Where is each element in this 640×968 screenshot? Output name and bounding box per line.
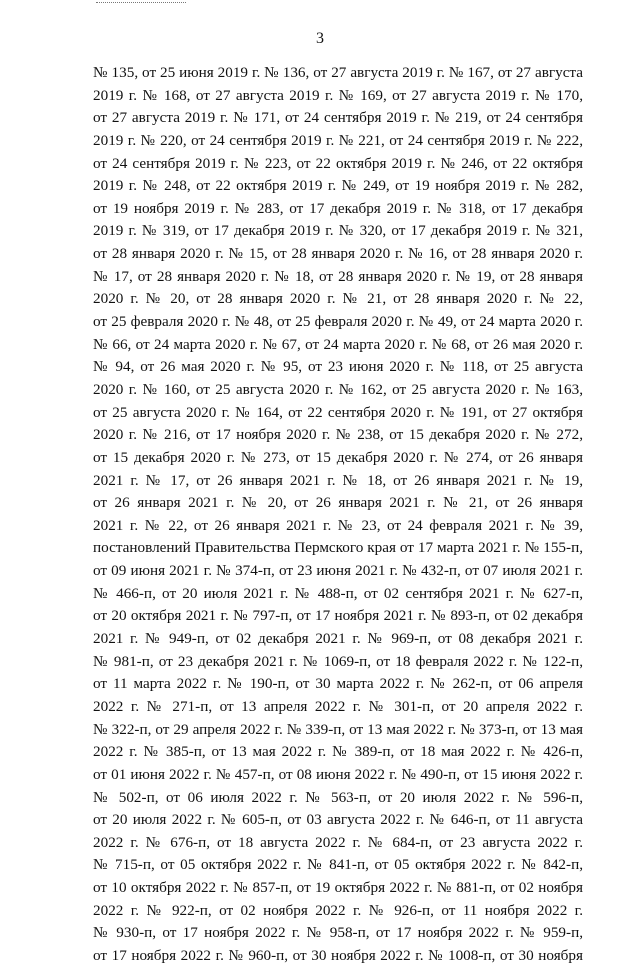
document-body-text	[93, 62, 583, 968]
text-line: от 20 октября 2021 г. № 797-п, от 17 ноября 2021 г. № 893-п, от 02 декабря	[93, 607, 583, 625]
text-line: от 11 марта 2022 г. № 190-п, от 30 марта 2022 г. № 262-п, от 06 апреля	[93, 675, 583, 693]
text-line: от 24 сентября 2019 г. № 223, от 22 октября 2019 г. № 246, от 22 октября	[93, 154, 583, 172]
text-line: 2019 г. № 168, от 27 августа 2019 г. № 169, от 27 августа 2019 г. № 170,	[93, 86, 583, 104]
text-line: № 930-п, от 17 ноября 2022 г. № 958-п, от 17 ноября 2022 г. № 959-п,	[93, 924, 583, 942]
text-line: № 502-п, от 06 июля 2022 г. № 563-п, от 20 июля 2022 г. № 596-п,	[93, 788, 583, 806]
text-line: от 20 июля 2022 г. № 605-п, от 03 августа 2022 г. № 646-п, от 11 августа	[93, 811, 583, 829]
text-line: от 19 ноября 2019 г. № 283, от 17 декабря 2019 г. № 318, от 17 декабря	[93, 199, 583, 217]
text-line: 2022 г. № 922-п, от 02 ноября 2022 г. № 926-п, от 11 ноября 2022 г.	[93, 901, 583, 919]
text-line: 2020 г. № 216, от 17 ноября 2020 г. № 238, от 15 декабря 2020 г. № 272,	[93, 426, 583, 444]
text-line: № 322-п, от 29 апреля 2022 г. № 339-п, от 13 мая 2022 г. № 373-п, от 13 мая	[93, 720, 583, 738]
text-line: от 26 января 2021 г. № 20, от 26 января 2021 г. № 21, от 26 января	[93, 494, 583, 512]
text-line: № 17, от 28 января 2020 г. № 18, от 28 января 2020 г. № 19, от 28 января	[93, 267, 583, 285]
text-line: 2021 г. № 22, от 26 января 2021 г. № 23, от 24 февраля 2021 г. № 39,	[93, 516, 583, 534]
text-line: № 466-п, от 20 июля 2021 г. № 488-п, от 02 сентября 2021 г. № 627-п,	[93, 584, 583, 602]
text-line: № 715-п, от 05 октября 2022 г. № 841-п, от 05 октября 2022 г. № 842-п,	[93, 856, 583, 874]
text-line: № 135, от 25 июня 2019 г. № 136, от 27 августа 2019 г. № 167, от 27 августа	[93, 64, 583, 81]
text-line: 2019 г. № 319, от 17 декабря 2019 г. № 320, от 17 декабря 2019 г. № 321,	[93, 222, 583, 240]
text-line: постановлений Правительства Пермского края от 17 марта 2021 г. № 155-п,	[93, 539, 583, 557]
text-line: от 27 августа 2019 г. № 171, от 24 сентября 2019 г. № 219, от 24 сентября	[93, 109, 583, 127]
text-line: от 15 декабря 2020 г. № 273, от 15 декабря 2020 г. № 274, от 26 января	[93, 448, 583, 466]
page-number: 3	[316, 30, 324, 47]
text-line: 2021 г. № 949-п, от 02 декабря 2021 г. № 969-п, от 08 декабря 2021 г.	[93, 630, 583, 648]
text-line: 2020 г. № 20, от 28 января 2020 г. № 21, от 28 января 2020 г. № 22,	[93, 290, 583, 308]
text-line: № 66, от 24 марта 2020 г. № 67, от 24 марта 2020 г. № 68, от 26 мая 2020 г.	[93, 335, 583, 353]
text-line: 2022 г. № 385-п, от 13 мая 2022 г. № 389-п, от 18 мая 2022 г. № 426-п,	[93, 743, 583, 761]
text-line: от 09 июня 2021 г. № 374-п, от 23 июня 2021 г. № 432-п, от 07 июля 2021 г.	[93, 562, 583, 580]
text-line: № 94, от 26 мая 2020 г. № 95, от 23 июня 2020 г. № 118, от 25 августа	[93, 358, 583, 376]
text-line: от 25 августа 2020 г. № 164, от 22 сентября 2020 г. № 191, от 27 октября	[93, 403, 583, 421]
text-line: 2019 г. № 220, от 24 сентября 2019 г. № 221, от 24 сентября 2019 г. № 222,	[93, 131, 583, 149]
text-line: 2022 г. № 676-п, от 18 августа 2022 г. № 684-п, от 23 августа 2022 г.	[93, 833, 583, 851]
text-line: 2022 г. № 271-п, от 13 апреля 2022 г. № 301-п, от 20 апреля 2022 г.	[93, 697, 583, 715]
text-line: от 01 июня 2022 г. № 457-п, от 08 июня 2022 г. № 490-п, от 15 июня 2022 г.	[93, 765, 583, 783]
scan-top-mark	[96, 0, 186, 3]
text-line: от 17 ноября 2022 г. № 960-п, от 30 ноября 2022 г. № 1008-п, от 30 ноября	[93, 946, 583, 964]
text-line: от 10 октября 2022 г. № 857-п, от 19 октября 2022 г. № 881-п, от 02 ноября	[93, 879, 583, 897]
text-line: 2021 г. № 17, от 26 января 2021 г. № 18, от 26 января 2021 г. № 19,	[93, 471, 583, 489]
text-line: 2020 г. № 160, от 25 августа 2020 г. № 162, от 25 августа 2020 г. № 163,	[93, 380, 583, 398]
text-line: от 28 января 2020 г. № 15, от 28 января 2020 г. № 16, от 28 января 2020 г.	[93, 245, 583, 263]
text-line: 2019 г. № 248, от 22 октября 2019 г. № 249, от 19 ноября 2019 г. № 282,	[93, 177, 583, 195]
text-line: № 981-п, от 23 декабря 2021 г. № 1069-п, от 18 февраля 2022 г. № 122-п,	[93, 652, 583, 670]
text-line: от 25 февраля 2020 г. № 48, от 25 февраля 2020 г. № 49, от 24 марта 2020 г.	[93, 313, 583, 331]
